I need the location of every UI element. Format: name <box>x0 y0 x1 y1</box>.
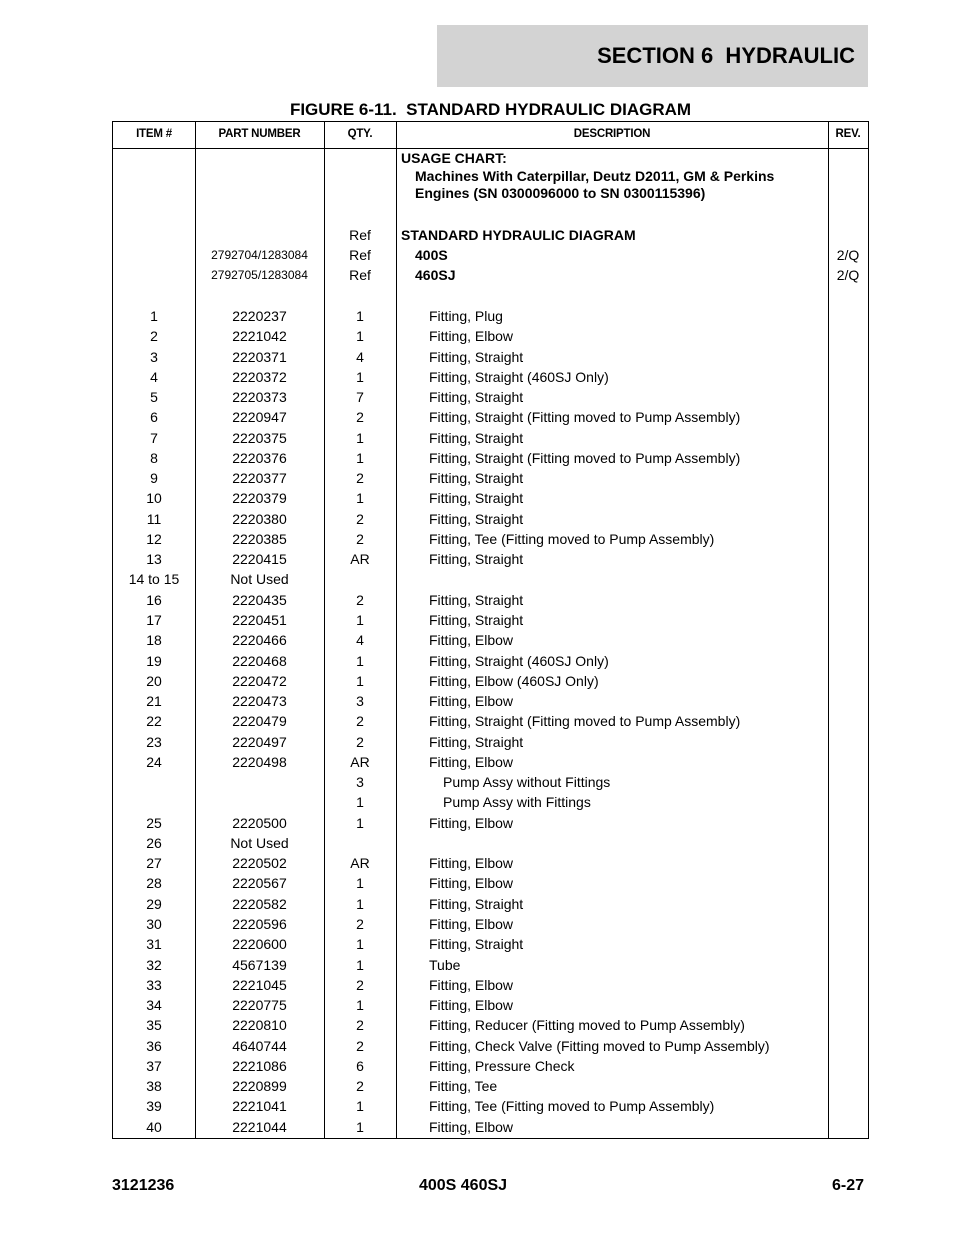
table-row <box>113 955 868 975</box>
item-number-cell <box>113 225 195 245</box>
table-row <box>113 149 868 168</box>
table-row <box>113 529 868 549</box>
item-number-cell: 30 <box>146 915 162 932</box>
table-row <box>113 873 868 893</box>
table-row <box>113 995 868 1015</box>
rev-cell: 2/Q <box>836 267 860 283</box>
rev-cell <box>828 1056 868 1076</box>
description-cell: Fitting, Straight <box>429 551 524 568</box>
section-header <box>437 25 868 87</box>
item-number-cell: 25 <box>146 814 162 831</box>
part-number-cell <box>195 225 324 245</box>
table-row <box>113 1056 868 1076</box>
description-cell: Fitting, Elbow <box>429 855 514 872</box>
qty-cell: 2 <box>356 409 364 426</box>
qty-cell: 2 <box>356 510 364 527</box>
model-name: 460SJ <box>415 267 456 283</box>
rev-cell <box>828 569 868 589</box>
table-row <box>113 833 868 853</box>
item-number-cell: 27 <box>146 855 162 872</box>
rev-cell <box>828 1036 868 1056</box>
qty-cell: AR <box>350 855 370 872</box>
part-number-cell: Not Used <box>230 571 289 588</box>
item-number-cell: 28 <box>146 875 162 892</box>
item-number-cell: 19 <box>146 652 162 669</box>
table-row <box>113 468 868 488</box>
description-cell: Tube <box>429 956 461 973</box>
description-cell: Fitting, Elbow <box>429 997 514 1014</box>
item-number-cell: 14 to 15 <box>128 571 180 588</box>
rev-cell <box>828 995 868 1015</box>
item-number-cell: 34 <box>146 997 162 1014</box>
table-row <box>113 387 868 407</box>
rev-cell <box>828 1015 868 1035</box>
qty-cell: 3 <box>356 693 364 710</box>
item-number-cell: 35 <box>146 1017 162 1034</box>
item-number-cell: 2 <box>150 328 158 345</box>
table-row <box>113 914 868 934</box>
qty-cell: 2 <box>356 591 364 608</box>
rev-cell <box>828 149 868 168</box>
part-number-cell: 2220377 <box>232 470 287 487</box>
description-cell: Fitting, Straight <box>429 510 524 527</box>
item-number-cell: 33 <box>146 976 162 993</box>
qty-cell: 1 <box>356 308 364 324</box>
rev-cell <box>828 752 868 772</box>
item-number-cell: 10 <box>146 490 162 507</box>
qty-cell: Ref <box>349 227 371 243</box>
rev-cell <box>828 792 868 812</box>
rev-cell <box>828 833 868 853</box>
qty-cell: 2 <box>356 1037 364 1054</box>
item-number-cell: 12 <box>146 530 162 547</box>
rev-cell <box>828 1096 868 1116</box>
usage-chart-heading: USAGE CHART: <box>401 150 507 166</box>
description-cell: Fitting, Elbow <box>429 875 514 892</box>
rev-cell <box>828 1117 868 1137</box>
part-number-cell: 2220899 <box>232 1078 287 1095</box>
document-number: 3121236 <box>112 1177 175 1194</box>
table-row <box>113 590 868 610</box>
description-cell: Fitting, Elbow <box>429 753 514 770</box>
table-row <box>113 651 868 671</box>
column-divider <box>324 122 325 1138</box>
table-row <box>113 367 868 387</box>
rev-cell <box>828 367 868 387</box>
part-number-cell: 2220468 <box>232 652 287 669</box>
rev-cell <box>828 549 868 569</box>
rev-cell <box>828 610 868 630</box>
column-divider <box>828 122 829 1138</box>
qty-cell: 1 <box>356 368 364 385</box>
qty-cell: 1 <box>356 1098 364 1115</box>
section-title: SECTION 6 HYDRAULIC <box>597 43 855 68</box>
item-number-cell <box>113 168 195 202</box>
rev-cell <box>828 813 868 833</box>
rev-cell <box>828 691 868 711</box>
table-row <box>113 245 868 265</box>
rev-cell <box>828 590 868 610</box>
qty-cell: 1 <box>356 429 364 446</box>
item-number-cell: 36 <box>146 1037 162 1054</box>
table-row <box>113 407 868 427</box>
rev-cell <box>828 671 868 691</box>
part-number-cell: 2220479 <box>232 713 287 730</box>
qty-cell: 1 <box>356 449 364 466</box>
qty-cell <box>324 569 396 589</box>
rev-cell <box>828 407 868 427</box>
part-number-cell: 2792705/1283084 <box>211 268 308 282</box>
table-row <box>113 225 868 245</box>
rev-cell <box>828 488 868 508</box>
rev-cell <box>828 732 868 752</box>
item-number-cell: 22 <box>146 713 162 730</box>
item-number-cell: 26 <box>146 834 162 851</box>
table-row <box>113 691 868 711</box>
page-footer <box>0 1176 954 1196</box>
part-number-cell: 2220373 <box>232 389 287 406</box>
rev-cell <box>828 168 868 202</box>
description-cell: Fitting, Straight <box>429 611 524 628</box>
item-number-cell: 3 <box>150 348 158 365</box>
part-number-cell: 2221045 <box>232 976 287 993</box>
part-number-cell: 2221044 <box>232 1118 287 1135</box>
description-cell: Pump Assy without Fittings <box>443 774 611 791</box>
table-row <box>113 711 868 731</box>
description-cell: Fitting, Straight <box>429 591 524 608</box>
qty-cell <box>324 149 396 168</box>
part-number-cell: 2220497 <box>232 733 287 750</box>
item-number-cell <box>113 772 195 792</box>
rev-cell <box>828 934 868 954</box>
part-number-cell: 2220451 <box>232 611 287 628</box>
qty-cell: 6 <box>356 1057 364 1074</box>
rev-cell <box>828 651 868 671</box>
item-number-cell: 23 <box>146 733 162 750</box>
usage-chart-line: Machines With Caterpillar, Deutz D2011, GM & Perkins <box>415 168 775 184</box>
usage-chart-description <box>396 168 828 202</box>
part-number-cell: 2220500 <box>232 814 287 831</box>
qty-cell: 3 <box>356 774 364 791</box>
rev-cell <box>828 630 868 650</box>
part-number-cell: 2221041 <box>232 1098 287 1115</box>
part-number-cell: 2221086 <box>232 1057 287 1074</box>
item-number-cell: 4 <box>150 368 158 385</box>
qty-cell: 1 <box>356 328 364 345</box>
item-number-cell: 29 <box>146 895 162 912</box>
part-number-cell: 2220376 <box>232 449 287 466</box>
part-number-cell: 2220473 <box>232 693 287 710</box>
rev-cell <box>828 955 868 975</box>
item-number-cell: 8 <box>150 449 158 466</box>
table-row <box>113 894 868 914</box>
part-number-cell: 2220498 <box>232 753 287 770</box>
table-row <box>113 853 868 873</box>
usage-chart <box>113 149 868 202</box>
rev-cell <box>828 347 868 367</box>
description-cell: Fitting, Straight <box>429 389 524 406</box>
table-row <box>113 509 868 529</box>
qty-cell: Ref <box>349 247 371 263</box>
rev-cell <box>828 529 868 549</box>
description-cell: Fitting, Elbow <box>429 632 514 649</box>
qty-cell: 2 <box>356 733 364 750</box>
table-header-row <box>113 122 868 149</box>
table-row <box>113 1096 868 1116</box>
item-number-cell <box>113 245 195 265</box>
rev-cell <box>828 428 868 448</box>
qty-cell: Ref <box>349 267 371 283</box>
qty-cell: 2 <box>356 915 364 932</box>
table-row <box>113 488 868 508</box>
qty-cell: 1 <box>356 672 364 689</box>
description-cell: Fitting, Straight (Fitting moved to Pump Assembly) <box>429 449 741 466</box>
table-row <box>113 671 868 691</box>
table-row <box>113 610 868 630</box>
rev-cell <box>828 448 868 468</box>
description-cell: Pump Assy with Fittings <box>443 794 591 811</box>
part-number-cell: 2220582 <box>232 895 287 912</box>
description-cell: Fitting, Elbow (460SJ Only) <box>429 672 599 689</box>
table-row <box>113 428 868 448</box>
item-number-cell: 37 <box>146 1057 162 1074</box>
rev-cell: 2/Q <box>836 247 860 263</box>
description-cell: Fitting, Check Valve (Fitting moved to Pump Assembly) <box>429 1037 770 1054</box>
description-cell: Fitting, Straight <box>429 895 524 912</box>
part-number-cell: 2220237 <box>232 308 287 324</box>
table-row <box>113 326 868 346</box>
description-cell: Fitting, Straight (460SJ Only) <box>429 368 609 385</box>
part-number-cell: 2220380 <box>232 510 287 527</box>
table-row <box>113 569 868 589</box>
item-number-cell: 32 <box>146 956 162 973</box>
part-number-cell: 2220600 <box>232 936 287 953</box>
rev-cell <box>828 975 868 995</box>
item-number-cell: 1 <box>150 308 158 324</box>
part-number-cell: 2220371 <box>232 348 287 365</box>
table-row <box>113 630 868 650</box>
table-row <box>113 813 868 833</box>
part-number-cell: 2220415 <box>232 551 287 568</box>
page-number: 6-27 <box>831 1177 864 1194</box>
part-number-cell: 2220567 <box>232 875 287 892</box>
qty-cell: 1 <box>356 794 364 811</box>
part-number-cell: 2220472 <box>232 672 287 689</box>
description-cell: Fitting, Straight (460SJ Only) <box>429 652 609 669</box>
item-number-cell: 6 <box>150 409 158 426</box>
description-cell <box>396 569 828 589</box>
qty-cell: 7 <box>356 389 364 406</box>
rev-cell <box>828 873 868 893</box>
qty-cell: 1 <box>356 490 364 507</box>
description-cell: Fitting, Tee (Fitting moved to Pump Assembly) <box>429 1098 715 1115</box>
qty-cell: 1 <box>356 895 364 912</box>
column-header-part-number: PART NUMBER <box>218 128 301 140</box>
description-cell: Fitting, Straight <box>429 733 524 750</box>
table-row <box>113 752 868 772</box>
part-number-cell <box>195 792 324 812</box>
part-number-cell: 2220435 <box>232 591 287 608</box>
table-row <box>113 1015 868 1035</box>
item-number-cell: 18 <box>146 632 162 649</box>
column-header-rev: REV. <box>835 128 861 140</box>
qty-cell: 2 <box>356 1017 364 1034</box>
qty-cell: AR <box>350 753 370 770</box>
description-cell: Fitting, Straight (Fitting moved to Pump Assembly) <box>429 409 741 426</box>
qty-cell: 2 <box>356 713 364 730</box>
qty-cell: 1 <box>356 875 364 892</box>
rev-cell <box>828 772 868 792</box>
part-number-cell: 2220379 <box>232 490 287 507</box>
parts-list <box>113 306 868 1137</box>
description-cell: Fitting, Elbow <box>429 693 514 710</box>
qty-cell: 2 <box>356 976 364 993</box>
part-number-cell: 2220385 <box>232 530 287 547</box>
qty-cell: 1 <box>356 814 364 831</box>
part-number-cell: 4567139 <box>232 956 287 973</box>
item-number-cell: 38 <box>146 1078 162 1095</box>
item-number-cell: 16 <box>146 591 162 608</box>
table-row <box>113 772 868 792</box>
part-number-cell <box>195 149 324 168</box>
item-number-cell: 31 <box>146 936 162 953</box>
qty-cell: 4 <box>356 632 364 649</box>
qty-cell: 1 <box>356 936 364 953</box>
rev-cell <box>828 326 868 346</box>
item-number-cell: 24 <box>146 753 162 770</box>
table-row <box>113 1036 868 1056</box>
item-number-cell: 21 <box>146 693 162 710</box>
rev-cell <box>828 914 868 934</box>
description-cell: Fitting, Elbow <box>429 814 514 831</box>
rev-cell <box>828 1076 868 1096</box>
table-row <box>113 549 868 569</box>
item-number-cell: 7 <box>150 429 158 446</box>
item-number-cell: 39 <box>146 1098 162 1115</box>
description-cell <box>396 833 828 853</box>
part-number-cell: 2220375 <box>232 429 287 446</box>
description-cell: Fitting, Straight <box>429 936 524 953</box>
description-cell: Fitting, Plug <box>429 308 503 324</box>
rev-cell <box>828 225 868 245</box>
part-number-cell: Not Used <box>230 834 289 851</box>
item-number-cell: 13 <box>146 551 162 568</box>
item-number-cell: 20 <box>146 672 162 689</box>
part-number-cell: 4640744 <box>232 1037 287 1054</box>
column-header-item: ITEM # <box>136 128 172 140</box>
part-number-cell: 2792704/1283084 <box>211 248 308 262</box>
description-cell: Fitting, Tee <box>429 1078 498 1095</box>
qty-cell: 2 <box>356 470 364 487</box>
diagram-title: STANDARD HYDRAULIC DIAGRAM <box>401 227 636 243</box>
part-number-cell: 2220947 <box>232 409 287 426</box>
description-cell: Fitting, Straight <box>429 348 524 365</box>
part-number-cell: 2220372 <box>232 368 287 385</box>
part-number-cell: 2220775 <box>232 997 287 1014</box>
part-number-cell: 2221042 <box>232 328 287 345</box>
rev-cell <box>828 387 868 407</box>
qty-cell: 1 <box>356 1118 364 1135</box>
qty-cell: 1 <box>356 997 364 1014</box>
part-number-cell: 2220466 <box>232 632 287 649</box>
rev-cell <box>828 853 868 873</box>
column-divider <box>195 122 196 1138</box>
part-number-cell <box>195 772 324 792</box>
rev-cell <box>828 711 868 731</box>
qty-cell <box>324 833 396 853</box>
description-cell: Fitting, Elbow <box>429 976 514 993</box>
table-row <box>113 306 868 326</box>
table-row <box>113 975 868 995</box>
table-row <box>113 1117 868 1137</box>
item-number-cell: 9 <box>150 470 158 487</box>
item-number-cell <box>113 265 195 285</box>
table-row <box>113 934 868 954</box>
description-cell: Fitting, Straight (Fitting moved to Pump Assembly) <box>429 713 741 730</box>
description-cell: Fitting, Elbow <box>429 1118 514 1135</box>
rev-cell <box>828 306 868 326</box>
parts-table <box>112 121 869 1139</box>
item-number-cell: 40 <box>146 1118 162 1135</box>
qty-cell: 2 <box>356 1078 364 1095</box>
part-number-cell <box>195 168 324 202</box>
description-cell: Fitting, Straight <box>429 429 524 446</box>
item-number-cell <box>113 149 195 168</box>
part-number-cell: 2220502 <box>232 855 287 872</box>
description-cell: Fitting, Tee (Fitting moved to Pump Assembly) <box>429 530 715 547</box>
figure-title: FIGURE 6-11. STANDARD HYDRAULIC DIAGRAM <box>289 100 692 119</box>
table-row <box>113 732 868 752</box>
description-cell: Fitting, Elbow <box>429 328 514 345</box>
qty-cell: 2 <box>356 530 364 547</box>
table-row <box>113 265 868 285</box>
rev-cell <box>828 894 868 914</box>
qty-cell: 4 <box>356 348 364 365</box>
column-header-description: DESCRIPTION <box>573 128 651 140</box>
rev-cell <box>828 509 868 529</box>
diagram-block <box>113 225 868 285</box>
qty-cell: 1 <box>356 611 364 628</box>
item-number-cell: 11 <box>146 510 162 527</box>
footer-models: 400S 460SJ <box>418 1177 508 1194</box>
table-row <box>113 792 868 812</box>
table-row <box>113 1076 868 1096</box>
item-number-cell <box>113 792 195 812</box>
column-header-qty: QTY. <box>347 128 373 140</box>
qty-cell <box>324 168 396 202</box>
model-name: 400S <box>415 247 448 263</box>
usage-chart-line: Engines (SN 0300096000 to SN 0300115396) <box>415 185 706 201</box>
item-number-cell: 5 <box>150 389 158 406</box>
description-cell: Fitting, Straight <box>429 470 524 487</box>
table-row <box>113 448 868 468</box>
item-number-cell: 17 <box>146 611 162 628</box>
rev-cell <box>828 468 868 488</box>
part-number-cell: 2220810 <box>232 1017 287 1034</box>
description-cell: Fitting, Straight <box>429 490 524 507</box>
description-cell: Fitting, Elbow <box>429 915 514 932</box>
table-row <box>113 168 868 202</box>
table-row <box>113 347 868 367</box>
description-cell: Fitting, Pressure Check <box>429 1057 575 1074</box>
qty-cell: 1 <box>356 956 364 973</box>
description-cell: Fitting, Reducer (Fitting moved to Pump Assembly) <box>429 1017 745 1034</box>
qty-cell: 1 <box>356 652 364 669</box>
qty-cell: AR <box>350 551 370 568</box>
column-divider <box>396 122 397 1138</box>
part-number-cell: 2220596 <box>232 915 287 932</box>
